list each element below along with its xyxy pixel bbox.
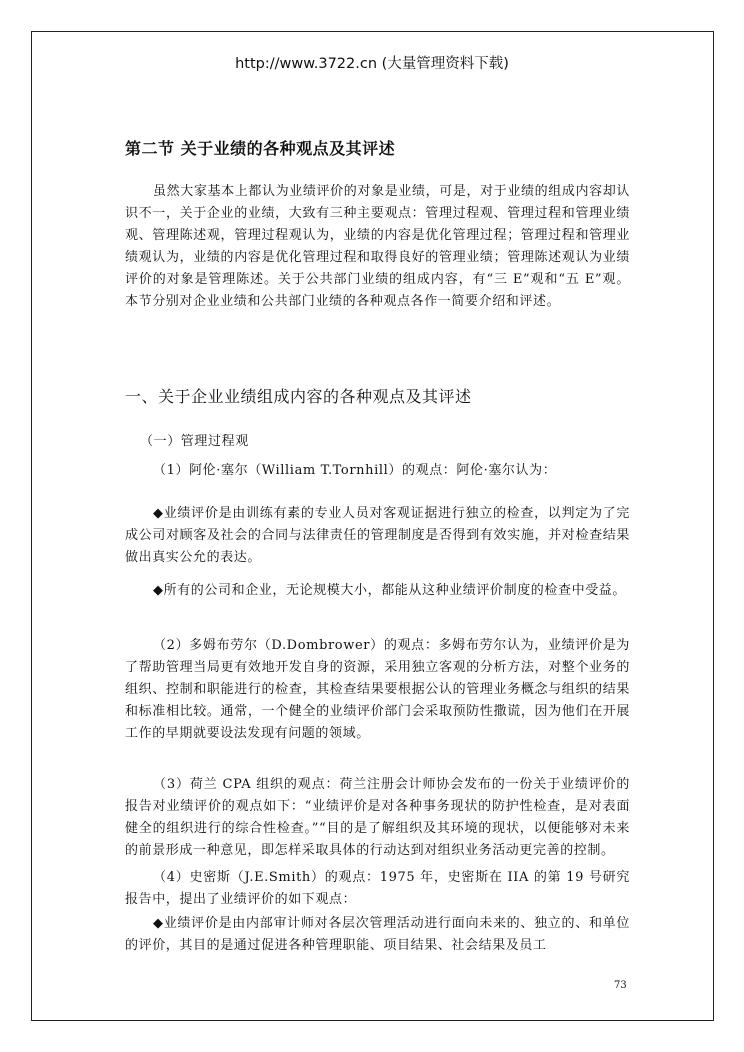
heading-level-2: （一）管理过程观 (140, 434, 249, 449)
bullet-paragraph-1: ◆业绩评价是由训练有素的专业人员对客观证据进行独立的检查，以判定为了完成公司对顾客及社会的合同与法律责任的管理制度是否得到有效实施，并对检查结果做出真实公允的表达。 (125, 506, 630, 565)
section-title: 第二节 关于业绩的各种观点及其评述 (125, 139, 396, 158)
paragraph-dutch-cpa: （3）荷兰 CPA 组织的观点：荷兰注册会计师协会发布的一份关于业绩评价的报告对业绩评价的观点如下：“业绩评价是对各种事务现状的防护性检查，是对表面健全的组织进行的综合性检查。”“目的是了解组织及其环境的现状，以便能够对未来的前景形成一种意见，即怎样采取具体的行动达到对组织业务活动更完善的控制。 (125, 777, 630, 858)
paragraph-dombrower: （2）多姆布劳尔（D.Dombrower）的观点：多姆布劳尔认为，业绩评价是为了帮助管理当局更有效地开发自身的资源，采用独立客观的分析方法，对整个业务的组织、控制和职能进行的检查，其检查结果要根据公认的管理业务概念与组织的结果和标准相比较。通常，一个健全的业绩评价部门会采取预防性撒谎，因为他们在开展工作的早期就要设法发现有问题的领域。 (125, 638, 630, 741)
intro-paragraph: 虽然大家基本上都认为业绩评价的对象是业绩，可是，对于业绩的组成内容却认识不一，关于企业的业绩，大致有三种主要观点：管理过程观、管理过程和管理业绩观、管理陈述观，管理过程观认为，业绩的内容是优化管理过程；管理过程和管理业绩观认为，业绩的内容是优化管理过程和取得良好的管理业绩；管理陈述观认为业绩评价的对象是管理陈述。关于公共部门业绩的组成内容，有“三 E”观和“五 E”观。本节分别对企业业绩和公共部门业绩的各种观点各作一简要介绍和评述。 (125, 184, 630, 309)
bullet-paragraph-2: ◆所有的公司和企业，无论规模大小，都能从这种业绩评价制度的检查中受益。 (153, 583, 626, 598)
heading-level-1: 一、关于企业业绩组成内容的各种观点及其评述 (125, 387, 472, 406)
page-header-url: http://www.3722.cn (大量管理资料下载) (235, 56, 509, 72)
paragraph-tornhill: （1）阿伦·塞尔（William T.Tornhill）的观点：阿伦·塞尔认为： (153, 463, 557, 478)
paragraph-smith: （4）史密斯（J.E.Smith）的观点：1975 年，史密斯在 IIA 的第 19 号研究报告中，提出了业绩评价的如下观点： (125, 870, 630, 907)
bullet-paragraph-3: ◆业绩评价是由内部审计师对各层次管理活动进行面向未来的、独立的、和单位的评价，其目的是通过促进各种管理职能、项目结果、社会结果及员工 (125, 916, 630, 953)
page-number: 73 (614, 980, 627, 991)
